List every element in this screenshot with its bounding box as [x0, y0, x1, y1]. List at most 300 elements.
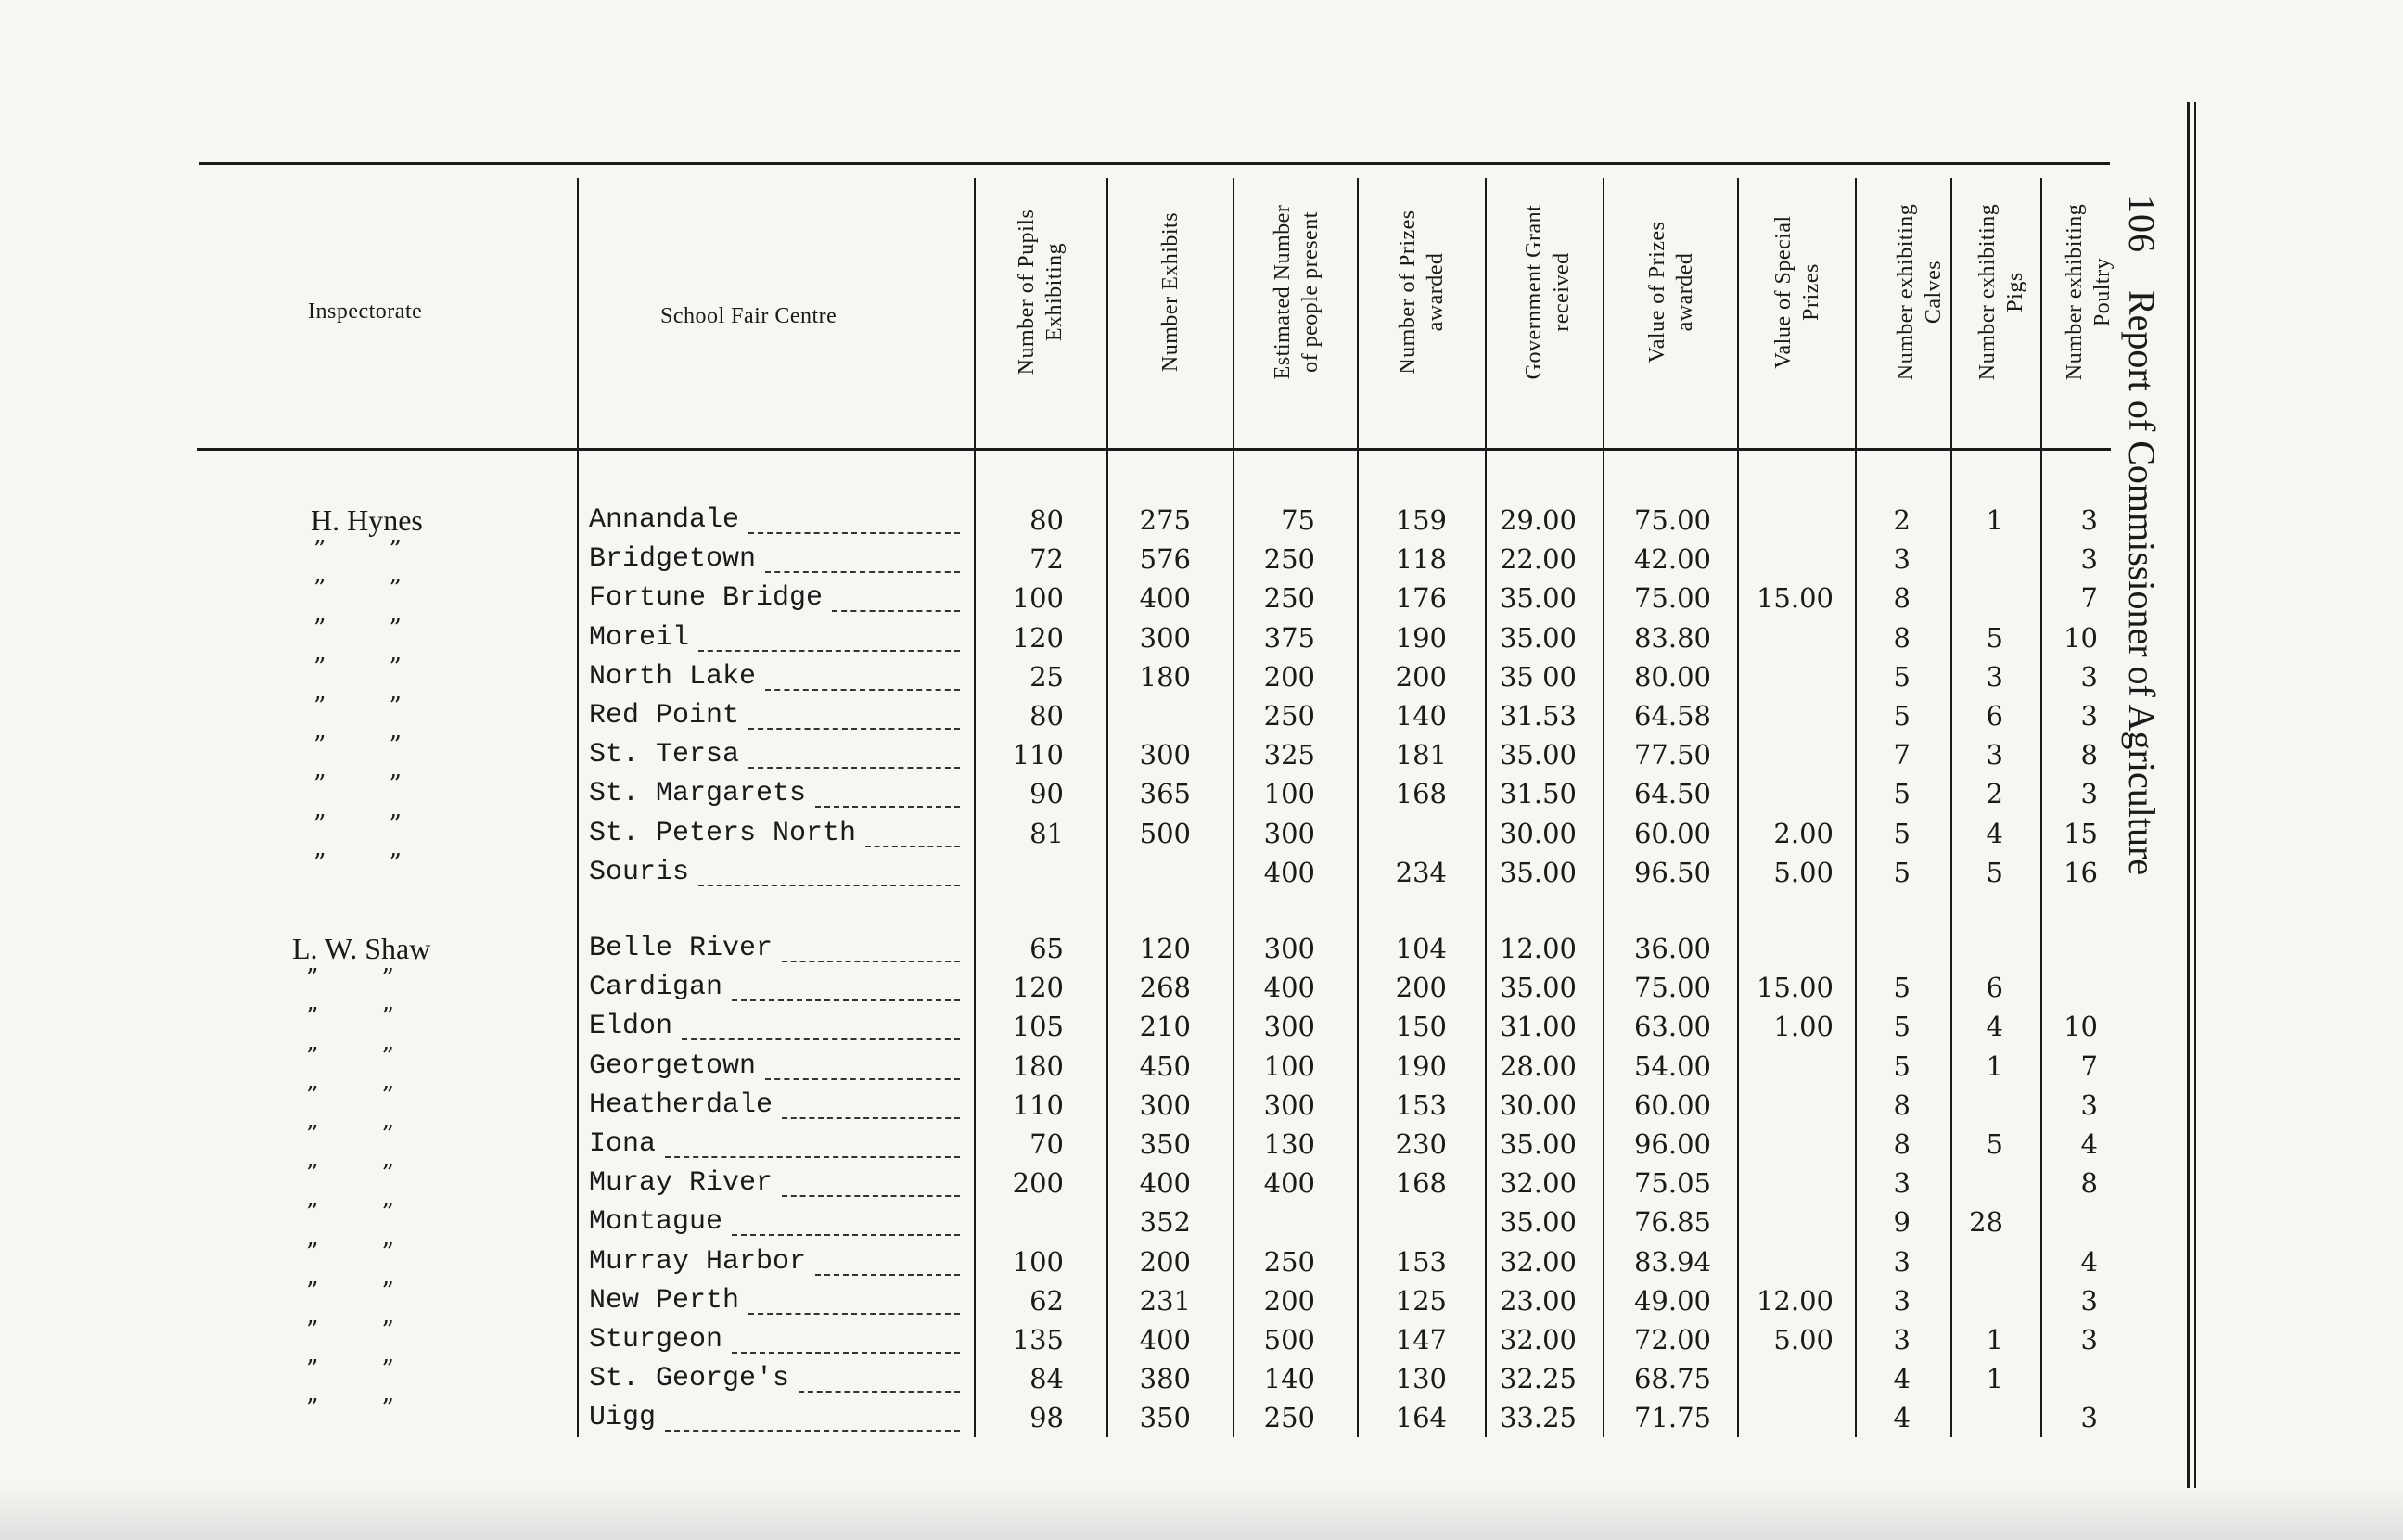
cell-calves: 4 [1893, 1402, 1911, 1434]
cell-calves: 5 [1893, 778, 1911, 810]
cell-grant: 31.00 [1499, 1011, 1577, 1043]
cell-poultry: 10 [2064, 1011, 2098, 1043]
cell-poultry: 4 [2080, 1245, 2098, 1278]
cell-prizes: 190 [1395, 621, 1447, 654]
school-fair-centre [589, 853, 960, 892]
cell-people: 200 [1263, 660, 1315, 693]
ditto-mark: ” ” [306, 1238, 422, 1266]
cell-poultry: 3 [2080, 543, 2098, 576]
leader-dots [832, 610, 960, 612]
cell-prizes: 168 [1395, 1167, 1447, 1200]
page-number: 106 [2121, 195, 2164, 253]
cell-grant: 12.00 [1499, 933, 1577, 964]
ditto-mark: ” ” [313, 848, 429, 877]
cell-value: 64.50 [1633, 778, 1711, 810]
cell-grant: 32.00 [1499, 1167, 1577, 1200]
cell-poultry: 3 [2080, 700, 2098, 732]
centre-name: St. Peters North [589, 817, 857, 849]
cell-grant: 35.00 [1499, 621, 1577, 654]
cell-people: 100 [1263, 778, 1315, 810]
cell-pupils: 135 [1012, 1324, 1064, 1355]
ditto-mark: ” ” [306, 1317, 422, 1344]
centre-name: St. Tersa [589, 739, 740, 771]
cell-poultry: 3 [2080, 778, 2098, 810]
header-bottom-rule [197, 448, 2111, 451]
cell-exhibits: 400 [1139, 1324, 1191, 1355]
cell-people: 250 [1263, 700, 1315, 732]
school-fair-centre [589, 618, 960, 657]
school-fair-centre [589, 1203, 960, 1241]
cell-poultry: 3 [2080, 504, 2098, 536]
cell-people: 400 [1263, 1167, 1315, 1200]
cell-people: 375 [1263, 621, 1315, 654]
cell-pigs: 1 [1986, 1363, 2003, 1395]
cell-pupils: 110 [1012, 1088, 1064, 1121]
cell-pigs: 1 [1986, 1324, 2003, 1355]
cell-pupils: 81 [1029, 817, 1064, 849]
cell-prizes: 153 [1395, 1088, 1447, 1121]
ditto-mark: ” ” [306, 1199, 422, 1228]
cell-special: 5.00 [1773, 1324, 1834, 1355]
cell-calves: 5 [1893, 1011, 1911, 1043]
cell-pupils: 80 [1029, 504, 1064, 536]
cell-calves: 4 [1893, 1363, 1911, 1395]
leader-dots [732, 1234, 960, 1236]
cell-people: 300 [1263, 1088, 1315, 1121]
leader-dots [682, 1038, 960, 1040]
cell-exhibits: 300 [1139, 1088, 1191, 1121]
cell-pupils: 110 [1012, 739, 1064, 771]
cell-value: 83.94 [1633, 1245, 1711, 1278]
cell-value: 76.85 [1633, 1206, 1711, 1239]
cell-calves: 2 [1893, 504, 1911, 536]
cell-pupils: 72 [1029, 543, 1064, 576]
cell-poultry: 3 [2080, 1088, 2098, 1121]
ditto-mark: ” ” [313, 653, 429, 681]
cell-value: 54.00 [1633, 1050, 1711, 1082]
leader-dots [748, 1313, 960, 1315]
cell-exhibits: 500 [1139, 817, 1191, 849]
cell-calves: 3 [1893, 1284, 1911, 1317]
cell-special: 15.00 [1756, 582, 1834, 615]
running-head-title: Report of Commissioner of Agriculture [2121, 290, 2164, 876]
cell-people: 250 [1263, 1402, 1315, 1434]
leader-dots [665, 1430, 960, 1432]
cell-people: 400 [1263, 856, 1315, 888]
inspector-name: L. W. Shaw [292, 932, 431, 965]
leader-dots [732, 999, 960, 1001]
school-fair-centre [589, 579, 960, 617]
school-fair-centre [589, 1164, 960, 1203]
centre-name: North Lake [589, 660, 757, 693]
cell-calves: 3 [1893, 1245, 1911, 1278]
cell-poultry: 7 [2080, 1050, 2098, 1082]
cell-prizes: 181 [1395, 739, 1447, 771]
header-inspectorate: Inspectorate [308, 299, 423, 324]
cell-grant: 35.00 [1499, 856, 1577, 888]
table-row [0, 1394, 2403, 1437]
ditto-mark: ” ” [313, 575, 429, 604]
centre-name: Cardigan [589, 972, 723, 1004]
cell-calves: 5 [1893, 1050, 1911, 1082]
cell-exhibits: 231 [1139, 1284, 1191, 1317]
cell-exhibits: 120 [1139, 933, 1191, 964]
leader-dots [748, 532, 960, 534]
leader-dots [698, 885, 960, 886]
ditto-mark: ” ” [306, 964, 422, 993]
cell-special: 1.00 [1773, 1011, 1834, 1043]
centre-name: Bridgetown [589, 543, 757, 576]
cell-exhibits: 400 [1139, 582, 1191, 615]
cell-prizes: 168 [1395, 778, 1447, 810]
cell-pupils: 98 [1029, 1402, 1064, 1434]
cell-poultry: 8 [2080, 739, 2098, 771]
cell-prizes: 176 [1395, 582, 1447, 615]
cell-poultry: 8 [2080, 1167, 2098, 1200]
cell-pupils: 105 [1012, 1011, 1064, 1043]
leader-dots [765, 1078, 960, 1080]
cell-pupils: 25 [1029, 660, 1064, 693]
centre-name: St. George's [589, 1363, 790, 1395]
scan-shadow [0, 1484, 2403, 1540]
cell-grant: 31.50 [1499, 778, 1577, 810]
cell-pupils: 120 [1012, 621, 1064, 654]
cell-calves: 8 [1893, 621, 1911, 654]
cell-calves: 8 [1893, 1088, 1911, 1121]
cell-pigs: 3 [1986, 660, 2003, 693]
leader-dots [799, 1391, 960, 1393]
cell-pigs: 4 [1986, 817, 2003, 849]
cell-exhibits: 200 [1139, 1245, 1191, 1278]
cell-grant: 30.00 [1499, 1088, 1577, 1121]
cell-pupils: 180 [1012, 1050, 1064, 1082]
cell-value: 75.00 [1633, 972, 1711, 1004]
cell-calves: 5 [1893, 817, 1911, 849]
cell-prizes: 150 [1395, 1011, 1447, 1043]
cell-calves: 5 [1893, 856, 1911, 888]
cell-exhibits: 300 [1139, 739, 1191, 771]
table-row [0, 848, 2403, 892]
header-value-of-prizes: Value of Prizes awarded [1645, 221, 1697, 363]
leader-dots [782, 1195, 960, 1197]
centre-name: Annandale [589, 504, 740, 536]
centre-name: Muray River [589, 1167, 773, 1200]
leader-dots [782, 1117, 960, 1119]
centre-name: Belle River [589, 933, 773, 964]
cell-special: 12.00 [1756, 1284, 1834, 1317]
cell-grant: 32.00 [1499, 1324, 1577, 1355]
cell-value: 80.00 [1633, 660, 1711, 693]
centre-name: Moreil [589, 621, 690, 654]
cell-prizes: 104 [1395, 933, 1447, 964]
school-fair-centre [589, 1398, 960, 1437]
header-exhibits: Number Exhibits [1158, 211, 1182, 373]
cell-value: 75.00 [1633, 504, 1711, 536]
cell-exhibits: 350 [1139, 1128, 1191, 1160]
cell-value: 60.00 [1633, 817, 1711, 849]
cell-prizes: 130 [1395, 1363, 1447, 1395]
cell-poultry: 15 [2064, 817, 2098, 849]
school-fair-centre [589, 1359, 960, 1398]
cell-calves: 5 [1893, 660, 1911, 693]
cell-grant: 30.00 [1499, 817, 1577, 849]
school-fair-centre [589, 696, 960, 735]
cell-grant: 35.00 [1499, 582, 1577, 615]
cell-pigs: 28 [1969, 1206, 2003, 1239]
cell-pigs: 6 [1986, 700, 2003, 732]
cell-prizes: 164 [1395, 1402, 1447, 1434]
cell-people: 200 [1263, 1284, 1315, 1317]
cell-grant: 32.00 [1499, 1245, 1577, 1278]
cell-exhibits: 365 [1139, 778, 1191, 810]
school-fair-centre [589, 540, 960, 579]
cell-pupils: 70 [1029, 1128, 1064, 1160]
cell-grant: 22.00 [1499, 543, 1577, 576]
cell-exhibits: 275 [1139, 504, 1191, 536]
leader-dots [748, 728, 960, 730]
cell-calves: 9 [1893, 1206, 1911, 1239]
ditto-mark: ” ” [313, 770, 429, 799]
cell-pigs: 5 [1986, 621, 2003, 654]
cell-exhibits: 210 [1139, 1011, 1191, 1043]
cell-exhibits: 352 [1139, 1206, 1191, 1239]
cell-pupils: 100 [1012, 1245, 1064, 1278]
cell-pupils: 120 [1012, 972, 1064, 1004]
header-special-prizes: Value of Special Prizes [1771, 215, 1823, 369]
school-fair-centre [589, 968, 960, 1007]
cell-calves: 7 [1893, 739, 1911, 771]
cell-pupils: 90 [1029, 778, 1064, 810]
cell-grant: 35.00 [1499, 972, 1577, 1004]
cell-exhibits: 350 [1139, 1402, 1191, 1434]
cell-pupils: 84 [1029, 1363, 1064, 1395]
centre-name: Eldon [589, 1011, 673, 1043]
leader-dots [815, 806, 960, 808]
cell-people: 250 [1263, 582, 1315, 615]
cell-prizes: 140 [1395, 700, 1447, 732]
centre-name: Sturgeon [589, 1324, 723, 1355]
cell-value: 60.00 [1633, 1088, 1711, 1121]
leader-dots [665, 1156, 960, 1158]
cell-value: 75.05 [1633, 1167, 1711, 1200]
cell-calves: 3 [1893, 543, 1911, 576]
header-pupils: Number of Pupils Exhibiting [1015, 209, 1067, 375]
header-pigs: Number exhibiting Pigs [1975, 203, 2027, 381]
leader-dots [732, 1352, 960, 1354]
cell-calves: 8 [1893, 1128, 1911, 1160]
ditto-mark: ” ” [313, 693, 429, 720]
cell-value: 68.75 [1633, 1363, 1711, 1395]
cell-pigs: 1 [1986, 1050, 2003, 1082]
header-poultry: Number exhibiting Poultry [2063, 203, 2115, 381]
cell-people: 100 [1263, 1050, 1315, 1082]
school-fair-centre [589, 1086, 960, 1125]
header-school-fair-centre: School Fair Centre [660, 304, 837, 328]
cell-people: 130 [1263, 1128, 1315, 1160]
cell-people: 140 [1263, 1363, 1315, 1395]
cell-exhibits: 400 [1139, 1167, 1191, 1200]
centre-name: Iona [589, 1128, 657, 1160]
centre-name: Montague [589, 1206, 723, 1239]
ditto-mark: ” ” [313, 809, 429, 838]
cell-poultry: 3 [2080, 1284, 2098, 1317]
cell-people: 300 [1263, 1011, 1315, 1043]
ditto-mark: ” ” [313, 614, 429, 643]
cell-people: 325 [1263, 739, 1315, 771]
school-fair-centre [589, 1007, 960, 1046]
cell-value: 63.00 [1633, 1011, 1711, 1043]
cell-value: 96.50 [1633, 856, 1711, 888]
school-fair-centre [589, 735, 960, 774]
cell-calves: 3 [1893, 1324, 1911, 1355]
school-fair-centre [589, 1320, 960, 1359]
cell-value: 96.00 [1633, 1128, 1711, 1160]
cell-exhibits: 300 [1139, 621, 1191, 654]
cell-prizes: 200 [1395, 972, 1447, 1004]
school-fair-centre [589, 1125, 960, 1164]
school-fair-centre [589, 657, 960, 696]
cell-poultry: 3 [2080, 660, 2098, 693]
leader-dots [748, 767, 960, 769]
cell-pigs: 3 [1986, 739, 2003, 771]
school-fair-centre [589, 774, 960, 813]
centre-name: Red Point [589, 700, 740, 732]
ditto-mark: ” ” [306, 1160, 422, 1189]
cell-prizes: 125 [1395, 1284, 1447, 1317]
cell-value: 42.00 [1633, 543, 1711, 576]
cell-value: 77.50 [1633, 739, 1711, 771]
cell-grant: 35.00 [1499, 1206, 1577, 1239]
cell-special: 15.00 [1756, 972, 1834, 1004]
header-calves: Number exhibiting Calves [1894, 203, 1946, 381]
cell-grant: 33.25 [1499, 1402, 1577, 1434]
cell-pigs: 1 [1986, 504, 2003, 536]
cell-people: 300 [1263, 933, 1315, 964]
centre-name: Heatherdale [589, 1088, 773, 1121]
cell-grant: 35.00 [1499, 1128, 1577, 1160]
school-fair-centre [589, 1047, 960, 1086]
cell-people: 75 [1281, 504, 1315, 536]
cell-grant: 29.00 [1499, 504, 1577, 536]
ditto-mark: ” ” [313, 732, 429, 760]
cell-prizes: 200 [1395, 660, 1447, 693]
cell-value: 36.00 [1633, 933, 1711, 964]
cell-poultry: 3 [2080, 1402, 2098, 1434]
cell-people: 400 [1263, 972, 1315, 1004]
cell-poultry: 16 [2064, 856, 2098, 888]
centre-name: New Perth [589, 1284, 740, 1317]
leader-dots [765, 571, 960, 573]
ditto-mark: ” ” [306, 1003, 422, 1032]
header-government-grant: Government Grant received [1522, 204, 1574, 380]
centre-name: Georgetown [589, 1050, 757, 1082]
leader-dots [698, 650, 960, 652]
cell-calves: 8 [1893, 582, 1911, 615]
cell-grant: 28.00 [1499, 1050, 1577, 1082]
centre-name: Souris [589, 856, 690, 888]
cell-value: 72.00 [1633, 1324, 1711, 1355]
cell-exhibits: 380 [1139, 1363, 1191, 1395]
cell-people: 300 [1263, 817, 1315, 849]
cell-calves: 3 [1893, 1167, 1911, 1200]
cell-grant: 23.00 [1499, 1284, 1577, 1317]
school-fair-centre [589, 814, 960, 853]
ditto-mark: ” ” [306, 1355, 422, 1384]
ditto-mark: ” ” [306, 1121, 422, 1149]
cell-grant: 35 00 [1499, 660, 1577, 693]
cell-value: 64.58 [1633, 700, 1711, 732]
cell-pupils: 65 [1029, 933, 1064, 964]
inspector-name: H. Hynes [311, 503, 423, 537]
cell-pigs: 5 [1986, 1128, 2003, 1160]
cell-special: 5.00 [1773, 856, 1834, 888]
school-fair-centre [589, 1242, 960, 1281]
cell-value: 75.00 [1633, 582, 1711, 615]
cell-exhibits: 268 [1139, 972, 1191, 1004]
cell-exhibits: 180 [1139, 660, 1191, 693]
centre-name: Fortune Bridge [589, 582, 824, 615]
cell-pupils: 100 [1012, 582, 1064, 615]
cell-prizes: 234 [1395, 856, 1447, 888]
cell-prizes: 159 [1395, 504, 1447, 536]
cell-people: 250 [1263, 543, 1315, 576]
school-fair-centre [589, 1281, 960, 1320]
cell-pupils: 200 [1012, 1167, 1064, 1200]
header-people-present: Estimated Number of people present [1271, 204, 1323, 380]
cell-grant: 31.53 [1499, 700, 1577, 732]
centre-name: St. Margarets [589, 778, 807, 810]
cell-pigs: 4 [1986, 1011, 2003, 1043]
school-fair-centre [589, 929, 960, 968]
leader-dots [865, 846, 960, 847]
cell-calves: 5 [1893, 700, 1911, 732]
cell-prizes: 147 [1395, 1324, 1447, 1355]
cell-poultry: 10 [2064, 621, 2098, 654]
cell-pigs: 6 [1986, 972, 2003, 1004]
cell-pupils: 62 [1029, 1284, 1064, 1317]
cell-grant: 35.00 [1499, 739, 1577, 771]
cell-grant: 32.25 [1499, 1363, 1577, 1395]
centre-name: Uigg [589, 1402, 657, 1434]
cell-pupils: 80 [1029, 700, 1064, 732]
ditto-mark: ” ” [306, 1394, 422, 1423]
cell-value: 71.75 [1633, 1402, 1711, 1434]
ditto-mark: ” ” [306, 1042, 422, 1071]
cell-people: 250 [1263, 1245, 1315, 1278]
cell-pigs: 5 [1986, 856, 2003, 888]
cell-value: 49.00 [1633, 1284, 1711, 1317]
leader-dots [782, 961, 960, 962]
cell-poultry: 7 [2080, 582, 2098, 615]
cell-special: 2.00 [1773, 817, 1834, 849]
cell-exhibits: 450 [1139, 1050, 1191, 1082]
ditto-mark: ” ” [306, 1081, 422, 1110]
cell-prizes: 118 [1395, 543, 1447, 576]
cell-people: 500 [1263, 1324, 1315, 1355]
cell-value: 83.80 [1633, 621, 1711, 654]
ditto-mark: ” ” [306, 1277, 422, 1305]
cell-poultry: 3 [2080, 1324, 2098, 1355]
cell-poultry: 4 [2080, 1128, 2098, 1160]
cell-exhibits: 576 [1139, 543, 1191, 576]
centre-name: Murray Harbor [589, 1245, 807, 1278]
leader-dots [815, 1274, 960, 1276]
ditto-mark: ” ” [313, 536, 429, 565]
leader-dots [765, 689, 960, 691]
cell-prizes: 153 [1395, 1245, 1447, 1278]
header-prizes-awarded: Number of Prizes awarded [1396, 210, 1448, 375]
cell-prizes: 230 [1395, 1128, 1447, 1160]
